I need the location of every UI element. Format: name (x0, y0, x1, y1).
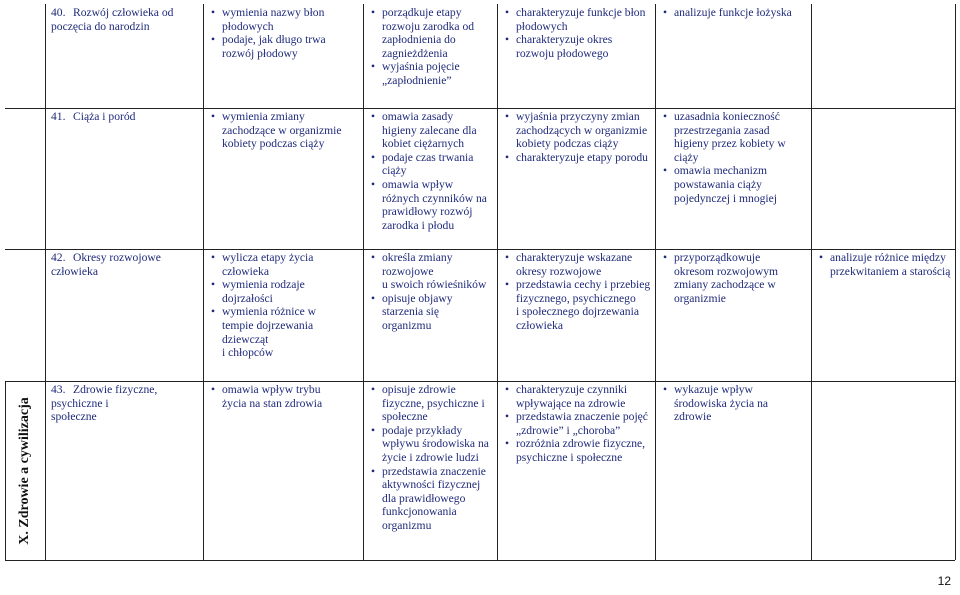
requirement-list (819, 251, 951, 278)
topic-text: Ciąża i poród (73, 110, 136, 123)
requirement-list (371, 251, 493, 333)
requirement-item (371, 151, 493, 178)
cell-line: dojrzałości (222, 291, 273, 305)
requirement-item (663, 110, 807, 164)
cell-line: organizmu (382, 318, 432, 332)
grid-vline (203, 4, 204, 560)
cell-line: kobiety podczas ciąży (222, 137, 325, 151)
grid-vline (811, 4, 812, 560)
cell-line: organizmie (674, 291, 726, 305)
cell-line: różnych czynników na (382, 191, 487, 205)
cell-line: rozwoju płodowego (516, 46, 609, 60)
cell-line: • wymienia rodzaje (222, 278, 305, 292)
requirement-item (505, 410, 651, 437)
cell-line: • porządkuje etapy (382, 6, 462, 19)
cell-line: społeczne (382, 410, 428, 424)
requirement-item (211, 278, 359, 305)
cell-line: • wyjaśnia przyczyny zmian (516, 110, 640, 123)
requirement-list (505, 383, 651, 465)
cell-line: • wykazuje wpływ (674, 383, 753, 396)
requirement-list (371, 110, 493, 232)
requirement-cell (505, 383, 651, 562)
cell-line: • podaje czas trwania (382, 150, 474, 164)
cell-line: życia na stan zdrowia (222, 396, 323, 410)
cell-line: człowieka (516, 318, 563, 332)
requirement-item (211, 33, 359, 60)
cell-line: płodowych (516, 19, 568, 33)
cell-line: • przyporządkowuje (674, 251, 761, 264)
requirement-item (505, 151, 651, 165)
cell-line: i społecznego dojrzewania (516, 305, 639, 319)
cell-line: • omawia wpływ trybu (222, 383, 321, 396)
cell-line: fizyczne, psychiczne i (382, 396, 485, 410)
cell-line: i chłopców (222, 346, 274, 360)
requirement-item (211, 6, 359, 33)
requirement-cell (505, 251, 651, 383)
cell-line: starzenia się (382, 305, 439, 319)
requirement-list (505, 110, 651, 164)
topic-line: poczęcia do narodzin (51, 19, 150, 33)
requirement-item (371, 178, 493, 232)
requirement-item (371, 424, 493, 465)
topic-line: psychiczne i (51, 396, 109, 410)
requirement-cell (211, 251, 359, 383)
cell-line: płodowych (222, 19, 274, 33)
cell-line: środowiska życia na (674, 396, 769, 410)
requirement-list (211, 383, 359, 410)
cell-line: kobiety podczas ciąży (516, 137, 619, 151)
cell-line: • wylicza etapy życia (222, 251, 314, 264)
cell-line: okresy rozwojowe (516, 264, 602, 278)
cell-line: zachodzących w organizmie (516, 123, 648, 137)
requirement-item (211, 110, 359, 151)
requirement-item (371, 251, 493, 292)
cell-line: • określa zmiany (382, 251, 453, 264)
row-number: 41. (51, 110, 66, 123)
cell-line: • opisuje zdrowie (382, 383, 456, 396)
requirement-item (663, 164, 807, 205)
requirement-item (505, 110, 651, 151)
cell-line: • charakteryzuje czynniki (516, 383, 628, 396)
requirement-item (505, 6, 651, 33)
requirement-list (211, 110, 359, 151)
requirement-item (819, 251, 951, 278)
requirement-list (663, 110, 807, 205)
cell-line: powstawania ciąży (674, 177, 762, 191)
page-number: 12 (937, 574, 951, 589)
cell-line: zagnieżdżenia (382, 46, 448, 60)
requirement-item (505, 33, 651, 60)
requirement-item (371, 6, 493, 60)
requirement-item (371, 383, 493, 424)
cell-line: zachodzące w organizmie (222, 123, 342, 137)
requirement-item (211, 251, 359, 278)
requirement-item (211, 305, 359, 359)
cell-line: • przedstawia znaczenie pojęć (516, 410, 648, 424)
requirement-cell (819, 251, 951, 383)
section-label-text: X. Zdrowie a cywilizacja (17, 396, 33, 545)
cell-line: pojedynczej i mnogiej (674, 191, 778, 205)
cell-line: zarodka i płodu (382, 218, 455, 232)
topic-text: Okresy rozwojowe (73, 251, 161, 264)
requirement-cell (663, 6, 807, 110)
cell-line: „zdrowie” i „choroba” (516, 423, 621, 437)
cell-line: • analizuje różnice między (830, 251, 946, 264)
cell-line: organizmu (382, 518, 432, 532)
topic-line (51, 251, 199, 265)
requirement-cell (663, 110, 807, 251)
cell-line: zdrowie (674, 410, 712, 424)
cell-line: przestrzegania zasad (674, 123, 770, 137)
requirement-list (371, 6, 493, 88)
topic-line (51, 6, 199, 20)
topic-line: społeczne (51, 410, 97, 424)
cell-line: zmiany zachodzące w (674, 278, 776, 292)
topic-line (51, 383, 199, 397)
cell-line: • wyjaśnia pojęcie (382, 60, 460, 74)
cell-line: • przedstawia znaczenie (382, 464, 486, 478)
cell-line: • opisuje objawy (382, 291, 453, 305)
cell-line: • analizuje funkcje łożyska (674, 6, 792, 19)
cell-line: człowieka (222, 264, 269, 278)
curriculum-table (5, 4, 955, 560)
requirement-cell (211, 6, 359, 110)
cell-line: zapłodnienia do (382, 33, 456, 47)
requirement-list (211, 6, 359, 60)
requirement-list (211, 251, 359, 360)
cell-line: • podaje, jak długo trwa (222, 33, 326, 47)
topic-cell (51, 6, 199, 110)
cell-line: fizycznego, psychicznego (516, 291, 636, 305)
cell-line: tempie dojrzewania (222, 318, 314, 332)
cell-line: wpływające na zdrowie (516, 396, 626, 410)
requirement-list (663, 251, 807, 305)
cell-line: • charakteryzuje etapy porodu (516, 150, 648, 164)
cell-line: • wymienia różnice w (222, 305, 317, 319)
requirement-cell (211, 383, 359, 562)
section-label (5, 381, 45, 560)
requirement-cell (505, 6, 651, 110)
requirement-cell (663, 251, 807, 383)
cell-line: • omawia wpływ (382, 177, 454, 191)
cell-line: • wymienia zmiany (222, 110, 305, 123)
cell-line: „zapłodnienie” (382, 73, 452, 87)
grid-vline (955, 4, 956, 560)
topic-text: Zdrowie fizyczne, (73, 383, 158, 396)
row-number: 40. (51, 6, 66, 19)
cell-line: prawidłowy rozwój (382, 205, 473, 219)
row-number: 43. (51, 383, 66, 396)
cell-line: funkcjonowania (382, 505, 457, 519)
cell-line: rozwoju zarodka od (382, 19, 475, 33)
requirement-list (663, 383, 807, 424)
cell-line: • wymienia nazwy błon (222, 6, 325, 19)
requirement-item (505, 251, 651, 278)
cell-line: higieny przez kobiety w (674, 137, 786, 151)
cell-line: kobiet ciężarnych (382, 137, 465, 151)
cell-line: u swoich rówieśników (382, 278, 487, 292)
cell-line: życie i zdrowie ludzi (382, 450, 479, 464)
requirement-item (371, 60, 493, 87)
requirement-list (663, 6, 807, 20)
cell-line: • rozróżnia zdrowie fizyczne, (516, 437, 646, 451)
grid-vline (655, 4, 656, 560)
cell-line: rozwojowe (382, 264, 434, 278)
topic-cell (51, 251, 199, 383)
topic-line (51, 110, 199, 124)
requirement-item (211, 383, 359, 410)
row-number: 42. (51, 251, 66, 264)
grid-vline (363, 4, 364, 560)
requirement-cell (211, 110, 359, 251)
cell-line: • charakteryzuje wskazane (516, 251, 633, 264)
requirement-item (505, 278, 651, 332)
requirement-cell (371, 6, 493, 110)
cell-line: ciąży (382, 164, 407, 178)
cell-line: psychiczne i społeczne (516, 450, 623, 464)
cell-line: • charakteryzuje funkcje błon (516, 6, 646, 19)
grid-vline (497, 4, 498, 560)
cell-line: • przedstawia cechy i przebieg (516, 278, 651, 292)
cell-line: aktywności fizycznej (382, 478, 481, 492)
requirement-item (663, 6, 807, 20)
cell-line: ciąży (674, 150, 699, 164)
requirement-list (505, 6, 651, 60)
cell-line: okresom rozwojowym (674, 264, 779, 278)
topic-cell (51, 110, 199, 251)
cell-line: • uzasadnia konieczność (674, 110, 780, 123)
requirement-list (371, 383, 493, 533)
cell-line: • omawia mechanizm (674, 164, 768, 178)
requirement-cell (505, 110, 651, 251)
requirement-cell (663, 383, 807, 562)
cell-line: • omawia zasady (382, 110, 454, 123)
cell-line: • charakteryzuje okres (516, 33, 613, 47)
topic-text: Rozwój człowieka od (73, 6, 174, 19)
requirement-list (505, 251, 651, 333)
grid-vline (45, 4, 46, 560)
cell-line: przekwitaniem a starością (830, 264, 951, 278)
requirement-item (505, 437, 651, 464)
requirement-item (663, 251, 807, 305)
requirement-item (505, 383, 651, 410)
cell-line: dla prawidłowego (382, 491, 466, 505)
cell-line: wpływu środowiska na (382, 437, 489, 451)
topic-line: człowieka (51, 264, 98, 278)
requirement-cell (371, 110, 493, 251)
requirement-cell (371, 383, 493, 562)
requirement-item (371, 110, 493, 151)
cell-line: higieny zalecane dla (382, 123, 477, 137)
requirement-item (371, 292, 493, 333)
topic-cell (51, 383, 199, 562)
cell-line: rozwój płodowy (222, 46, 298, 60)
requirement-cell (371, 251, 493, 383)
cell-line: • podaje przykłady (382, 423, 463, 437)
requirement-item (371, 465, 493, 533)
cell-line: dziewcząt (222, 332, 269, 346)
requirement-item (663, 383, 807, 424)
